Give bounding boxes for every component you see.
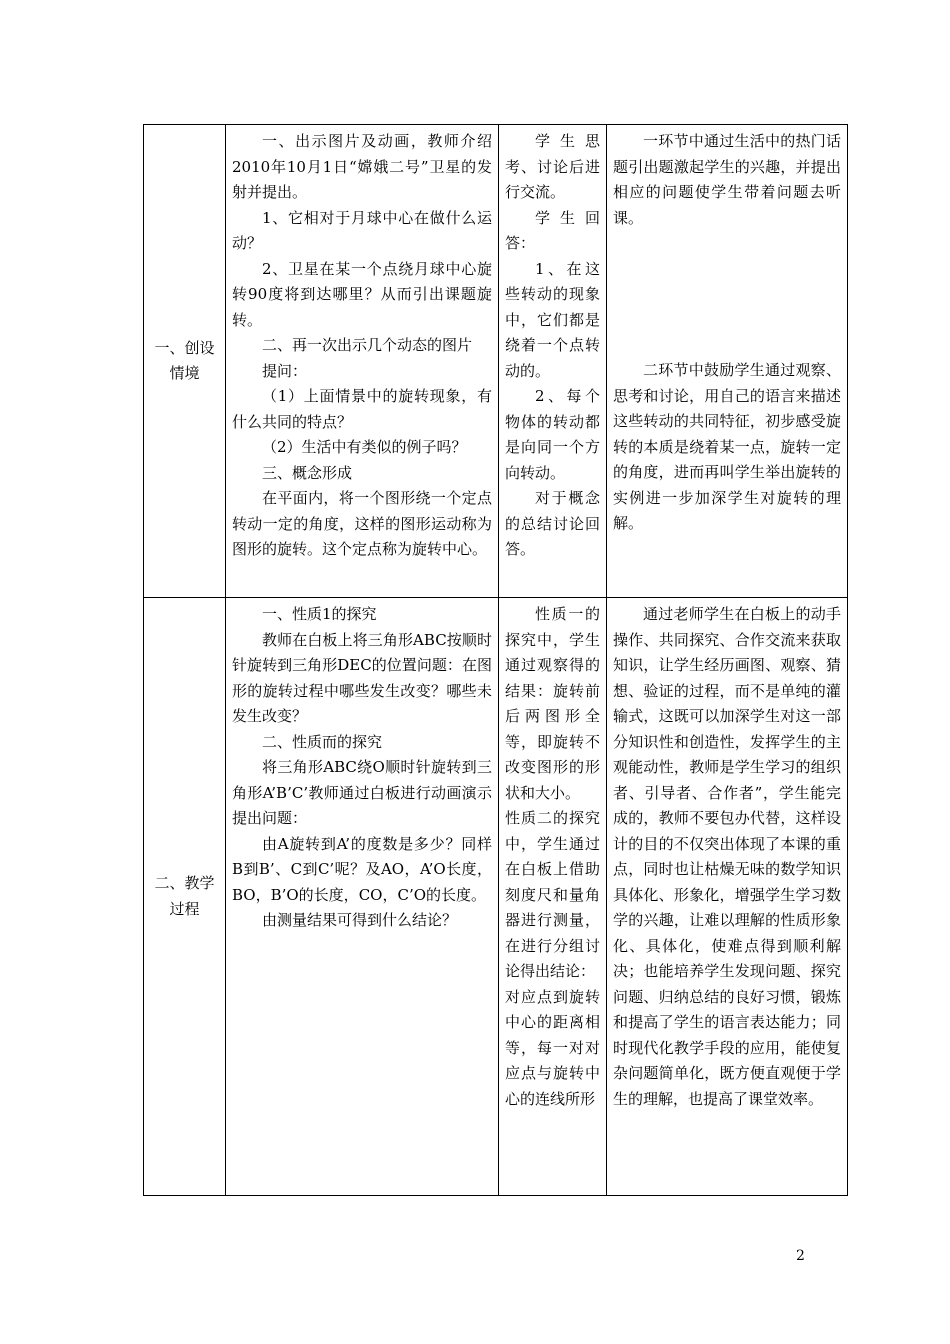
cell-paragraph: 一环节中通过生活中的热门话题引出题激起学生的兴趣，并提出相应的问题使学生带着问题去听课。	[613, 132, 841, 227]
activity-cell	[226, 598, 499, 1196]
cell-paragraph: 对应点到旋转中心的距离相等，每一对对应点与旋转中心的连线所形	[505, 987, 600, 1108]
stage-label: 一、创设情境	[154, 338, 215, 382]
student-cell	[499, 125, 607, 598]
cell-paragraph: 一、性质1的探究	[262, 605, 377, 623]
cell-paragraph: 将三角形ABC绕O顺时针旋转到三角形A’B’C’教师通过白板进行动画演示提出问题：	[232, 758, 492, 827]
stage-cell	[144, 125, 226, 598]
cell-paragraph: 二、性质而的探究	[262, 732, 383, 751]
cell-paragraph: （2）生活中有类似的例子吗？	[262, 438, 467, 456]
cell-paragraph: 对于概念的总结讨论回答。	[505, 489, 600, 558]
row-situation	[144, 125, 848, 598]
cell-paragraph: 通过老师学生在白板上的动手操作、共同探究、合作交流来获取知识，让学生经历画图、观察、猜想、验证的过程，而不是单纯的灌输式，这既可以加深学生对这一部分知识性和创造性，发挥学生的主观能动性，教师是学生学习的组织者、引导者、合作者”，学生能完成的，教师不要包办代替，这样设计的目的不仅突出体现了本课的重点，同时也让枯燥无味的数学知识具体化、形象化，增强学生学习数学的兴趣，让难以理解的性质形象化、具体化，使难点得到顺利解决；也能培养学生发现问题、探究问题、归纳总结的良好习惯，锻炼和提高了学生的语言表达能力；同时现代化教学手段的应用，能使复杂问题简单化，既方便直观便于学生的理解，也提高了课堂效率。	[613, 605, 841, 1108]
cell-paragraph: 学生思考、讨论后进行交流。	[505, 132, 600, 201]
cell-paragraph: 性质二的探究中，学生通过在白板上借助刻度尺和量角器进行测量，在进行分组讨论得出结论：	[505, 809, 600, 980]
cell-paragraph: 学生回答：	[505, 208, 600, 252]
stage-label: 二、教学过程	[154, 874, 215, 918]
student-cell	[499, 598, 607, 1196]
cell-paragraph: 2、每个物体的转动都是向同一个方向转动。	[505, 387, 600, 482]
activity-cell	[226, 125, 499, 598]
cell-paragraph: 一、出示图片及动画，教师介绍2010年10月1日“嫦娥二号”卫星的发射并提出。	[232, 132, 492, 201]
cell-paragraph: 2、卫星在某一个点绕月球中心旋转90度将到达哪里？从而引出课题旋转。	[232, 259, 492, 329]
cell-paragraph: 二环节中鼓励学生通过观察、思考和讨论，用自己的语言来描述这些转动的共同特征，初步感受旋 转的本质是绕着某一点，旋转一定的角度，进而再叫学生举出旋转的实例进一步加深学生对旋转的理解。	[613, 361, 857, 532]
cell-paragraph: 1、在这些转动的现象中，它们都是绕着一个点转动的。	[505, 259, 600, 380]
cell-paragraph: 在平面内，将一个图形绕一个定点转动一定的角度，这样的图形运动称为图形的旋转。这个定点称为旋转中心。	[232, 489, 492, 558]
cell-paragraph: 由A旋转到A’的度数是多少？同样B到B’、C到C’呢？及AO，A’O长度，BO，B’O的长度，CO，C’O的长度。	[232, 834, 492, 904]
page-number: 2	[796, 1248, 805, 1264]
stage-cell	[144, 598, 226, 1196]
design-cell	[607, 598, 848, 1196]
cell-paragraph: 教师在白板上将三角形ABC按顺时针旋转到三角形DEC的位置问题：在图形的旋转过程中哪些发生改变？哪些未发生改变？	[232, 630, 492, 725]
cell-paragraph: 二、再一次出示几个动态的图片	[262, 336, 473, 354]
lesson-plan-table	[143, 124, 857, 1196]
cell-paragraph: （1）上面情景中的旋转现象，有什么共同的特点？	[232, 387, 492, 431]
cell-paragraph: 1、它相对于月球中心在做什么运动？	[232, 208, 492, 252]
cell-paragraph: 提问：	[262, 361, 308, 380]
cell-paragraph: 由测量结果可得到什么结论？	[262, 911, 458, 929]
cell-paragraph: 三、概念形成	[262, 463, 353, 482]
cell-paragraph: 性质一的探究中，学生通过观察得的结果：旋转前后两图形全等，即旋转不改变图形的形状和大小。	[505, 605, 600, 802]
design-cell	[607, 125, 857, 598]
row-teaching-process	[144, 598, 848, 1196]
